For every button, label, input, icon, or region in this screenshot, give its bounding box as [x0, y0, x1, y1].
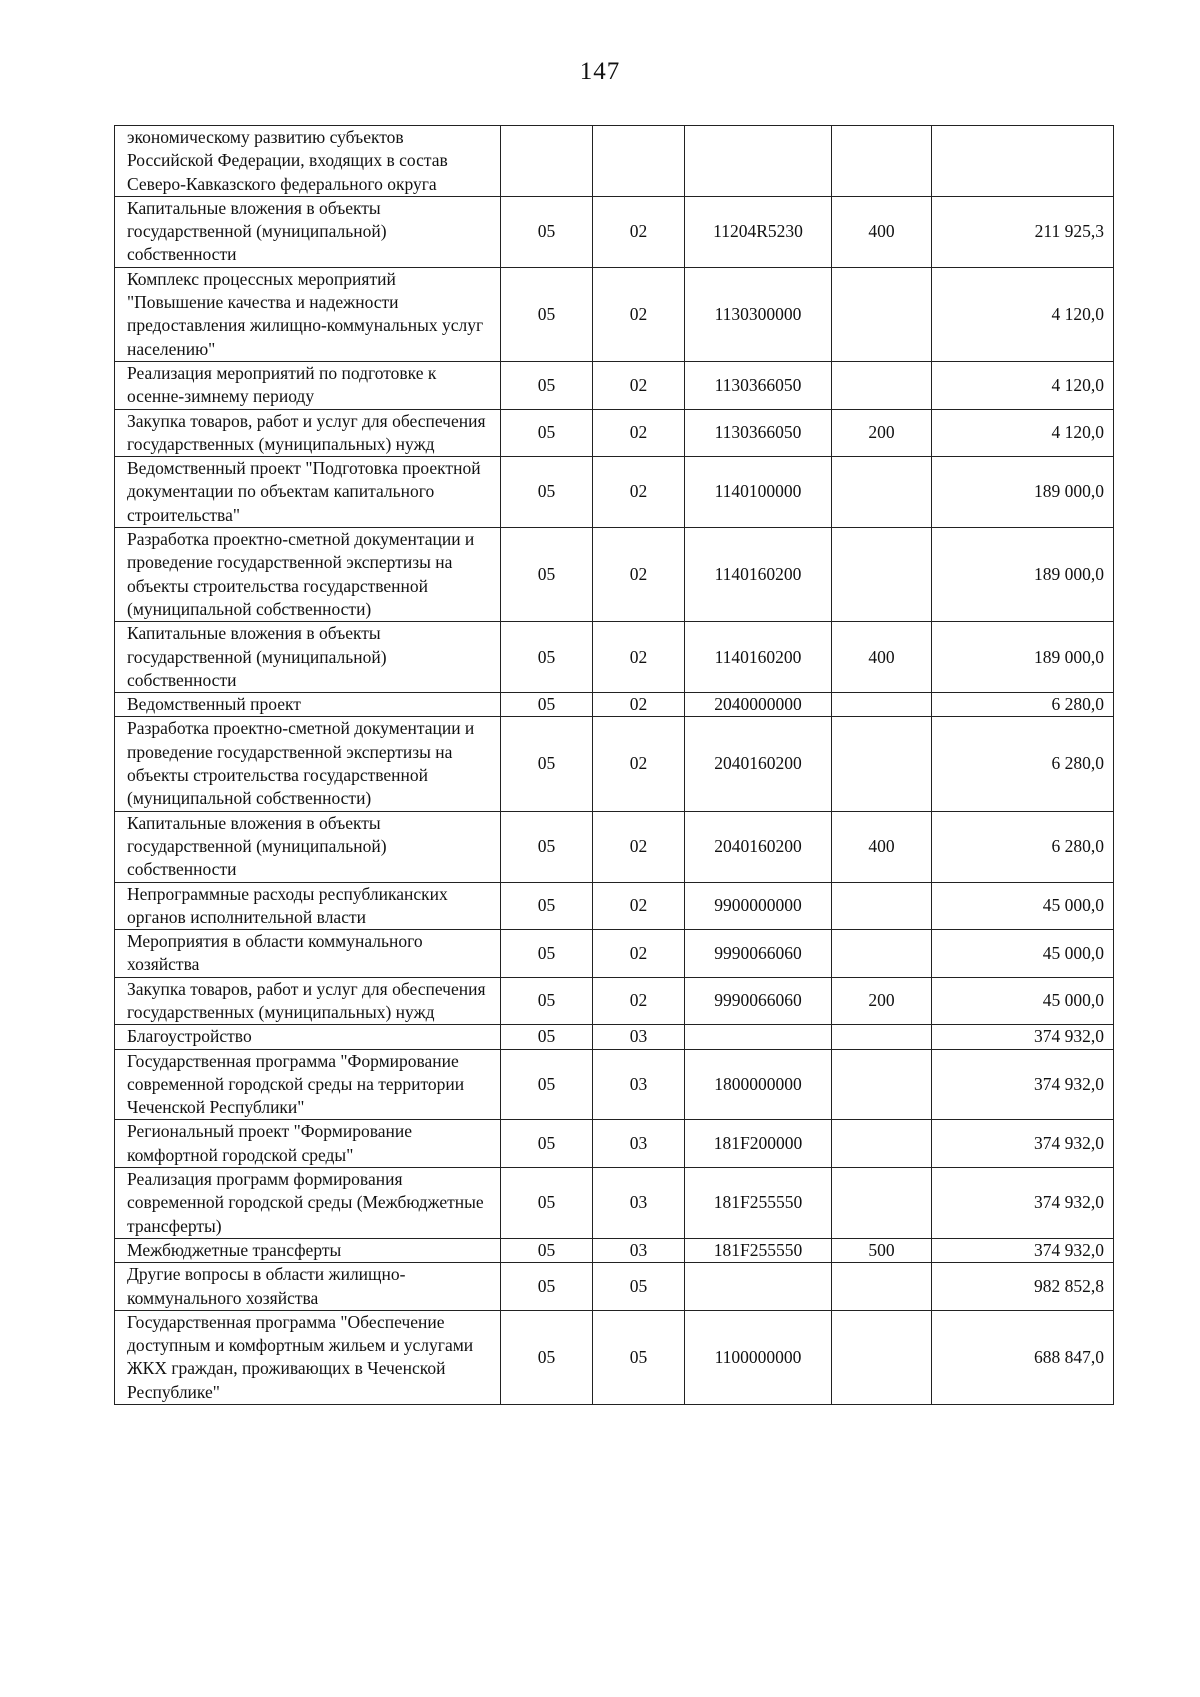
row-amount-cell: 4 120,0	[932, 267, 1114, 361]
row-target-article-cell	[685, 1025, 832, 1049]
row-name-cell: Непрограммные расходы республиканских органов исполнительной власти	[115, 882, 501, 930]
row-amount-cell: 4 120,0	[932, 361, 1114, 409]
row-section-cell: 05	[501, 693, 593, 717]
table-row	[115, 693, 1114, 717]
table-row	[115, 811, 1114, 882]
row-amount-cell: 374 932,0	[932, 1238, 1114, 1262]
row-name-cell: Государственная программа "Формирование современной городской среды на территории Чеченской Республики"	[115, 1049, 501, 1120]
table-row	[115, 196, 1114, 267]
row-expense-type-cell	[832, 1120, 932, 1168]
row-expense-type-cell	[832, 457, 932, 528]
table-row	[115, 1263, 1114, 1311]
row-subsection-cell: 02	[593, 361, 685, 409]
row-subsection-cell: 02	[593, 267, 685, 361]
row-target-article-cell: 1100000000	[685, 1310, 832, 1404]
row-subsection-cell: 02	[593, 930, 685, 978]
row-name-cell: Государственная программа "Обеспечение доступным и комфортным жильем и услугами ЖКХ граждан, проживающих в Чеченской Республике"	[115, 1310, 501, 1404]
row-expense-type-cell	[832, 1310, 932, 1404]
table-row	[115, 717, 1114, 811]
row-expense-type-cell	[832, 126, 932, 197]
row-target-article-cell: 1800000000	[685, 1049, 832, 1120]
row-target-article-cell	[685, 1263, 832, 1311]
table-row	[115, 361, 1114, 409]
row-name-cell: Реализация программ формирования современной городской среды (Межбюджетные трансферты)	[115, 1168, 501, 1239]
table-row	[115, 1310, 1114, 1404]
row-subsection-cell: 05	[593, 1310, 685, 1404]
row-section-cell: 05	[501, 1120, 593, 1168]
row-subsection-cell: 02	[593, 717, 685, 811]
row-expense-type-cell: 200	[832, 977, 932, 1025]
row-section-cell: 05	[501, 1238, 593, 1262]
row-target-article-cell: 181F255550	[685, 1238, 832, 1262]
table-row	[115, 930, 1114, 978]
table-row	[115, 457, 1114, 528]
row-amount-cell: 374 932,0	[932, 1049, 1114, 1120]
row-expense-type-cell: 400	[832, 196, 932, 267]
row-section-cell: 05	[501, 457, 593, 528]
row-subsection-cell	[593, 126, 685, 197]
row-amount-cell: 374 932,0	[932, 1025, 1114, 1049]
row-expense-type-cell	[832, 528, 932, 622]
row-target-article-cell: 1140160200	[685, 622, 832, 693]
row-section-cell: 05	[501, 811, 593, 882]
row-amount-cell	[932, 126, 1114, 197]
row-target-article-cell: 1130300000	[685, 267, 832, 361]
row-section-cell: 05	[501, 409, 593, 457]
row-amount-cell: 189 000,0	[932, 457, 1114, 528]
row-subsection-cell: 02	[593, 882, 685, 930]
row-name-cell: Благоустройство	[115, 1025, 501, 1049]
row-amount-cell: 982 852,8	[932, 1263, 1114, 1311]
table-row	[115, 1049, 1114, 1120]
row-expense-type-cell	[832, 882, 932, 930]
row-name-cell: Комплекс процессных мероприятий "Повышение качества и надежности предоставления жилищно-коммунальных услуг населению"	[115, 267, 501, 361]
table-row	[115, 1120, 1114, 1168]
row-name-cell: Региональный проект "Формирование комфортной городской среды"	[115, 1120, 501, 1168]
row-amount-cell: 189 000,0	[932, 622, 1114, 693]
row-name-cell: Разработка проектно-сметной документации и проведение государственной экспертизы на объекты строительства государственной (муниципальной собственности)	[115, 717, 501, 811]
row-expense-type-cell	[832, 1168, 932, 1239]
row-name-cell: Капитальные вложения в объекты государственной (муниципальной) собственности	[115, 811, 501, 882]
row-amount-cell: 374 932,0	[932, 1120, 1114, 1168]
row-amount-cell: 45 000,0	[932, 882, 1114, 930]
table-row	[115, 1238, 1114, 1262]
table-row	[115, 528, 1114, 622]
row-subsection-cell: 03	[593, 1025, 685, 1049]
row-section-cell: 05	[501, 977, 593, 1025]
row-name-cell: Разработка проектно-сметной документации и проведение государственной экспертизы на объекты строительства государственной (муниципальной собственности)	[115, 528, 501, 622]
row-section-cell: 05	[501, 622, 593, 693]
table-row	[115, 1168, 1114, 1239]
row-subsection-cell: 02	[593, 409, 685, 457]
row-name-cell: Ведомственный проект "Подготовка проектной документации по объектам капитального строительства"	[115, 457, 501, 528]
row-name-cell: Другие вопросы в области жилищно-коммунального хозяйства	[115, 1263, 501, 1311]
row-amount-cell: 189 000,0	[932, 528, 1114, 622]
row-amount-cell: 6 280,0	[932, 717, 1114, 811]
row-name-cell: Ведомственный проект	[115, 693, 501, 717]
row-section-cell: 05	[501, 1310, 593, 1404]
row-expense-type-cell	[832, 1025, 932, 1049]
row-subsection-cell: 03	[593, 1238, 685, 1262]
row-subsection-cell: 05	[593, 1263, 685, 1311]
row-target-article-cell: 1140160200	[685, 528, 832, 622]
row-target-article-cell: 1130366050	[685, 409, 832, 457]
table-row	[115, 977, 1114, 1025]
row-amount-cell: 4 120,0	[932, 409, 1114, 457]
row-amount-cell: 45 000,0	[932, 930, 1114, 978]
row-amount-cell: 6 280,0	[932, 693, 1114, 717]
row-name-cell: Межбюджетные трансферты	[115, 1238, 501, 1262]
row-target-article-cell: 11204R5230	[685, 196, 832, 267]
row-name-cell: Капитальные вложения в объекты государственной (муниципальной) собственности	[115, 196, 501, 267]
row-section-cell: 05	[501, 361, 593, 409]
row-expense-type-cell	[832, 930, 932, 978]
row-section-cell: 05	[501, 882, 593, 930]
row-amount-cell: 45 000,0	[932, 977, 1114, 1025]
table-row	[115, 409, 1114, 457]
row-subsection-cell: 02	[593, 693, 685, 717]
row-target-article-cell: 181F255550	[685, 1168, 832, 1239]
row-subsection-cell: 03	[593, 1120, 685, 1168]
row-subsection-cell: 02	[593, 977, 685, 1025]
row-target-article-cell: 2040000000	[685, 693, 832, 717]
row-expense-type-cell: 400	[832, 622, 932, 693]
budget-table-body	[115, 126, 1114, 1405]
row-section-cell: 05	[501, 1168, 593, 1239]
row-expense-type-cell	[832, 361, 932, 409]
row-target-article-cell: 9990066060	[685, 930, 832, 978]
row-subsection-cell: 02	[593, 196, 685, 267]
row-name-cell: Капитальные вложения в объекты государственной (муниципальной) собственности	[115, 622, 501, 693]
row-target-article-cell: 2040160200	[685, 717, 832, 811]
row-name-cell: Закупка товаров, работ и услуг для обеспечения государственных (муниципальных) нужд	[115, 409, 501, 457]
row-expense-type-cell	[832, 1263, 932, 1311]
row-expense-type-cell: 400	[832, 811, 932, 882]
row-section-cell: 05	[501, 1049, 593, 1120]
row-section-cell: 05	[501, 717, 593, 811]
row-section-cell: 05	[501, 196, 593, 267]
page-number: 147	[579, 58, 621, 85]
table-row	[115, 267, 1114, 361]
row-amount-cell: 374 932,0	[932, 1168, 1114, 1239]
row-amount-cell: 688 847,0	[932, 1310, 1114, 1404]
row-subsection-cell: 02	[593, 457, 685, 528]
row-expense-type-cell	[832, 717, 932, 811]
row-target-article-cell: 1130366050	[685, 361, 832, 409]
row-target-article-cell: 9900000000	[685, 882, 832, 930]
row-section-cell: 05	[501, 1025, 593, 1049]
row-section-cell: 05	[501, 1263, 593, 1311]
row-section-cell: 05	[501, 930, 593, 978]
budget-table	[114, 125, 1114, 1405]
row-name-cell: экономическому развитию субъектов Российской Федерации, входящих в состав Северо-Кавказского федерального округа	[115, 126, 501, 197]
row-target-article-cell: 2040160200	[685, 811, 832, 882]
row-target-article-cell: 1140100000	[685, 457, 832, 528]
row-amount-cell: 6 280,0	[932, 811, 1114, 882]
row-target-article-cell	[685, 126, 832, 197]
row-expense-type-cell	[832, 693, 932, 717]
row-expense-type-cell: 200	[832, 409, 932, 457]
table-row	[115, 1025, 1114, 1049]
row-name-cell: Закупка товаров, работ и услуг для обеспечения государственных (муниципальных) нужд	[115, 977, 501, 1025]
row-expense-type-cell	[832, 267, 932, 361]
row-target-article-cell: 181F200000	[685, 1120, 832, 1168]
row-section-cell	[501, 126, 593, 197]
row-section-cell: 05	[501, 267, 593, 361]
row-target-article-cell: 9990066060	[685, 977, 832, 1025]
row-name-cell: Мероприятия в области коммунального хозяйства	[115, 930, 501, 978]
row-subsection-cell: 02	[593, 811, 685, 882]
row-expense-type-cell	[832, 1049, 932, 1120]
row-subsection-cell: 03	[593, 1049, 685, 1120]
row-subsection-cell: 02	[593, 528, 685, 622]
table-row	[115, 126, 1114, 197]
row-subsection-cell: 02	[593, 622, 685, 693]
row-section-cell: 05	[501, 528, 593, 622]
row-expense-type-cell: 500	[832, 1238, 932, 1262]
row-subsection-cell: 03	[593, 1168, 685, 1239]
row-amount-cell: 211 925,3	[932, 196, 1114, 267]
table-row	[115, 622, 1114, 693]
table-row	[115, 882, 1114, 930]
row-name-cell: Реализация мероприятий по подготовке к осенне-зимнему периоду	[115, 361, 501, 409]
